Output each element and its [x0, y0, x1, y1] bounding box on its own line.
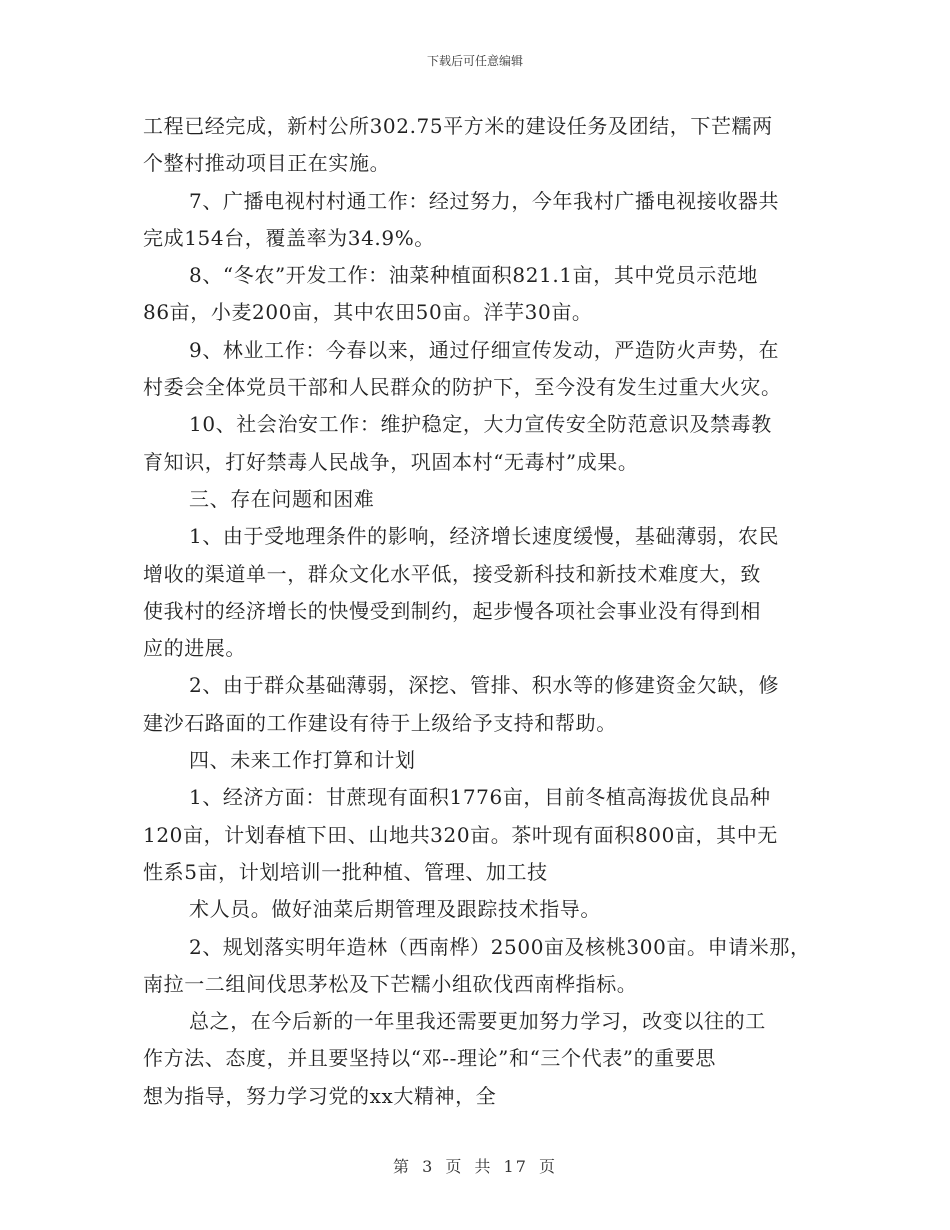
- section-heading: 四、未来工作打算和计划: [189, 748, 416, 773]
- text-line: 村委会全体党员干部和人民群众的防护下，至今没有发生过重大火灾。: [143, 375, 782, 400]
- text-line: 8、“冬农”开发工作：油菜种植面积821.1亩，其中党员示范地: [189, 263, 759, 288]
- text-line: 使我村的经济增长的快慢受到制约，起步慢各项社会事业没有得到相: [143, 598, 761, 623]
- text-line: 术人员。做好油菜后期管理及跟踪技术指导。: [189, 897, 601, 922]
- text-line: 2、规划落实明年造林（西南桦）2500亩及核桃300亩。申请米那，: [189, 934, 811, 959]
- page-header-note: 下载后可任意编辑: [426, 54, 523, 68]
- text-line: 个整村推动项目正在实施。: [143, 151, 391, 176]
- text-line: 育知识，打好禁毒人民战争，巩固本村“无毒村”成果。: [143, 449, 639, 474]
- text-line: 作方法、态度，并且要坚持以“邓--理论”和“三个代表”的重要思: [143, 1046, 717, 1071]
- document-body: [143, 108, 813, 1115]
- text-line: 2、由于群众基础薄弱，深挖、管排、积水等的修建资金欠缺，修: [189, 673, 780, 698]
- text-line: 应的进展。: [143, 636, 246, 661]
- text-line: 10、社会治安工作：维护稳定，大力宣传安全防范意识及禁毒教: [189, 412, 772, 437]
- text-line: 120亩，计划春植下田、山地共320亩。茶叶现有面积800亩，其中无: [143, 822, 778, 847]
- text-line: 想为指导，努力学习党的xx大精神，全: [143, 1083, 497, 1108]
- page-number-footer: 第 3 页 共 17 页: [393, 1157, 557, 1176]
- text-line: 增收的渠道单一，群众文化水平低，接受新科技和新技术难度大，致: [143, 561, 761, 586]
- text-line: 1、经济方面：甘蔗现有面积1776亩，目前冬植高海拔优良品种: [189, 785, 771, 810]
- text-line: 完成154台，覆盖率为34.9%。: [143, 225, 435, 250]
- section-heading: 三、存在问题和困难: [189, 486, 375, 511]
- text-line: 建沙石路面的工作建设有待于上级给予支持和帮助。: [143, 710, 617, 735]
- text-line: 性系5亩，计划培训一批种植、管理、加工技: [143, 859, 548, 884]
- text-line: 总之，在今后新的一年里我还需要更加努力学习，改变以往的工: [189, 1009, 766, 1034]
- text-line: 南拉一二组间伐思茅松及下芒糯小组砍伐西南桦指标。: [143, 971, 638, 996]
- text-line: 7、广播电视村村通工作：经过努力，今年我村广播电视接收器共: [189, 188, 780, 213]
- text-line: 86亩，小麦200亩，其中农田50亩。洋芋30亩。: [143, 300, 593, 325]
- text-line: 9、林业工作：今春以来，通过仔细宣传发动，严造防火声势，在: [189, 337, 780, 362]
- text-line: 工程已经完成，新村公所302.75平方米的建设任务及团结，下芒糯两: [143, 114, 773, 138]
- text-line: 1、由于受地理条件的影响，经济增长速度缓慢，基础薄弱，农民: [189, 524, 780, 549]
